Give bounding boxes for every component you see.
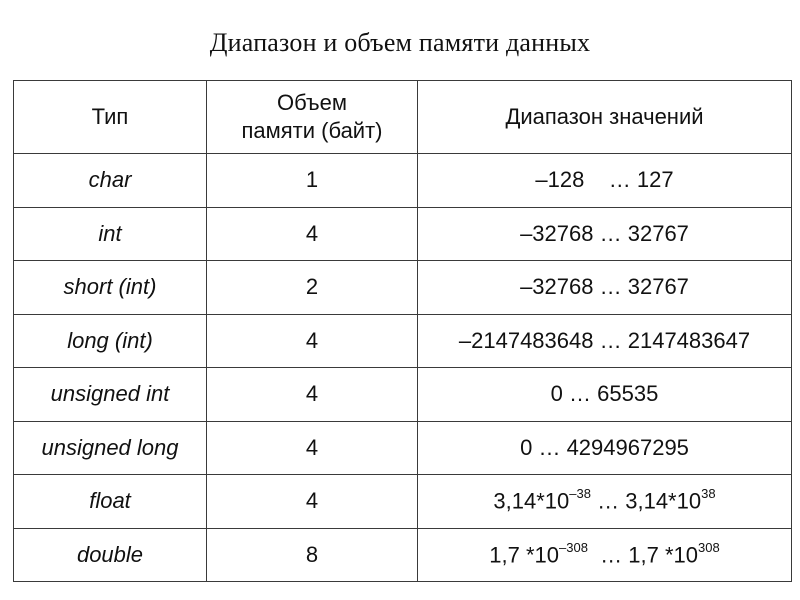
table-row xyxy=(14,528,792,582)
range-end: 32767 xyxy=(627,220,689,246)
range-cell xyxy=(418,207,792,261)
range-start-exponent: –38 xyxy=(569,486,591,502)
range-start: –2147483648 xyxy=(458,327,594,353)
table-row xyxy=(14,421,792,475)
range-cell xyxy=(418,154,792,208)
range-start: 3,14*10 xyxy=(493,488,570,514)
type-cell: long (int) xyxy=(14,314,207,368)
table-row xyxy=(14,207,792,261)
type-cell: short (int) xyxy=(14,261,207,315)
range-end-exponent: 38 xyxy=(701,486,716,502)
table-row xyxy=(14,154,792,208)
range-separator: … xyxy=(599,274,622,300)
range-separator: … xyxy=(599,220,622,246)
type-cell: double xyxy=(14,528,207,582)
range-start: –128 xyxy=(535,167,585,193)
size-cell: 4 xyxy=(207,314,418,368)
range-cell xyxy=(418,421,792,475)
table-row xyxy=(14,261,792,315)
header-type xyxy=(14,81,207,154)
size-cell: 8 xyxy=(207,528,418,582)
type-cell: int xyxy=(14,207,207,261)
range-end: 32767 xyxy=(627,274,689,300)
type-cell: unsigned int xyxy=(14,368,207,422)
size-cell: 2 xyxy=(207,261,418,315)
range-end: 4294967295 xyxy=(566,434,689,460)
type-cell: char xyxy=(14,154,207,208)
range-start: –32768 xyxy=(520,220,594,246)
data-types-table xyxy=(13,80,792,582)
table-row xyxy=(14,314,792,368)
range-separator: … xyxy=(600,541,623,567)
size-cell: 4 xyxy=(207,207,418,261)
range-cell xyxy=(418,261,792,315)
type-cell: float xyxy=(14,475,207,529)
range-start-exponent: –308 xyxy=(559,539,588,555)
range-start: –32768 xyxy=(520,274,594,300)
header-type-label: Тип xyxy=(91,104,129,129)
range-start: 0 xyxy=(520,434,533,460)
table-row xyxy=(14,368,792,422)
range-end: 1,7 *10 xyxy=(628,541,699,567)
range-start: 0 xyxy=(550,381,563,407)
range-cell xyxy=(418,314,792,368)
range-end: 65535 xyxy=(597,381,659,407)
range-end-exponent: 308 xyxy=(698,539,720,555)
header-size xyxy=(207,81,418,154)
header-size-line2: памяти (байт) xyxy=(241,118,383,143)
size-cell: 4 xyxy=(207,421,418,475)
header-range-label: Диапазон значений xyxy=(505,104,704,129)
range-separator: … xyxy=(599,327,622,353)
page-title: Диапазон и объем памяти данных xyxy=(209,28,591,57)
range-end: 127 xyxy=(636,167,674,193)
range-start: 1,7 *10 xyxy=(489,541,559,567)
table-row xyxy=(14,475,792,529)
range-separator: … xyxy=(538,434,561,460)
range-end: 3,14*10 xyxy=(625,488,702,514)
range-end: 2147483647 xyxy=(627,327,751,353)
type-cell: unsigned long xyxy=(14,421,207,475)
size-cell: 4 xyxy=(207,368,418,422)
range-separator: … xyxy=(597,488,620,514)
size-cell: 4 xyxy=(207,475,418,529)
range-cell xyxy=(418,475,792,529)
header-size-line1: Объем xyxy=(276,90,348,115)
table-header-row xyxy=(14,81,792,154)
range-separator: … xyxy=(569,381,592,407)
range-separator: … xyxy=(608,167,631,193)
size-cell: 1 xyxy=(207,154,418,208)
header-range xyxy=(418,81,792,154)
range-cell xyxy=(418,528,792,582)
range-cell xyxy=(418,368,792,422)
